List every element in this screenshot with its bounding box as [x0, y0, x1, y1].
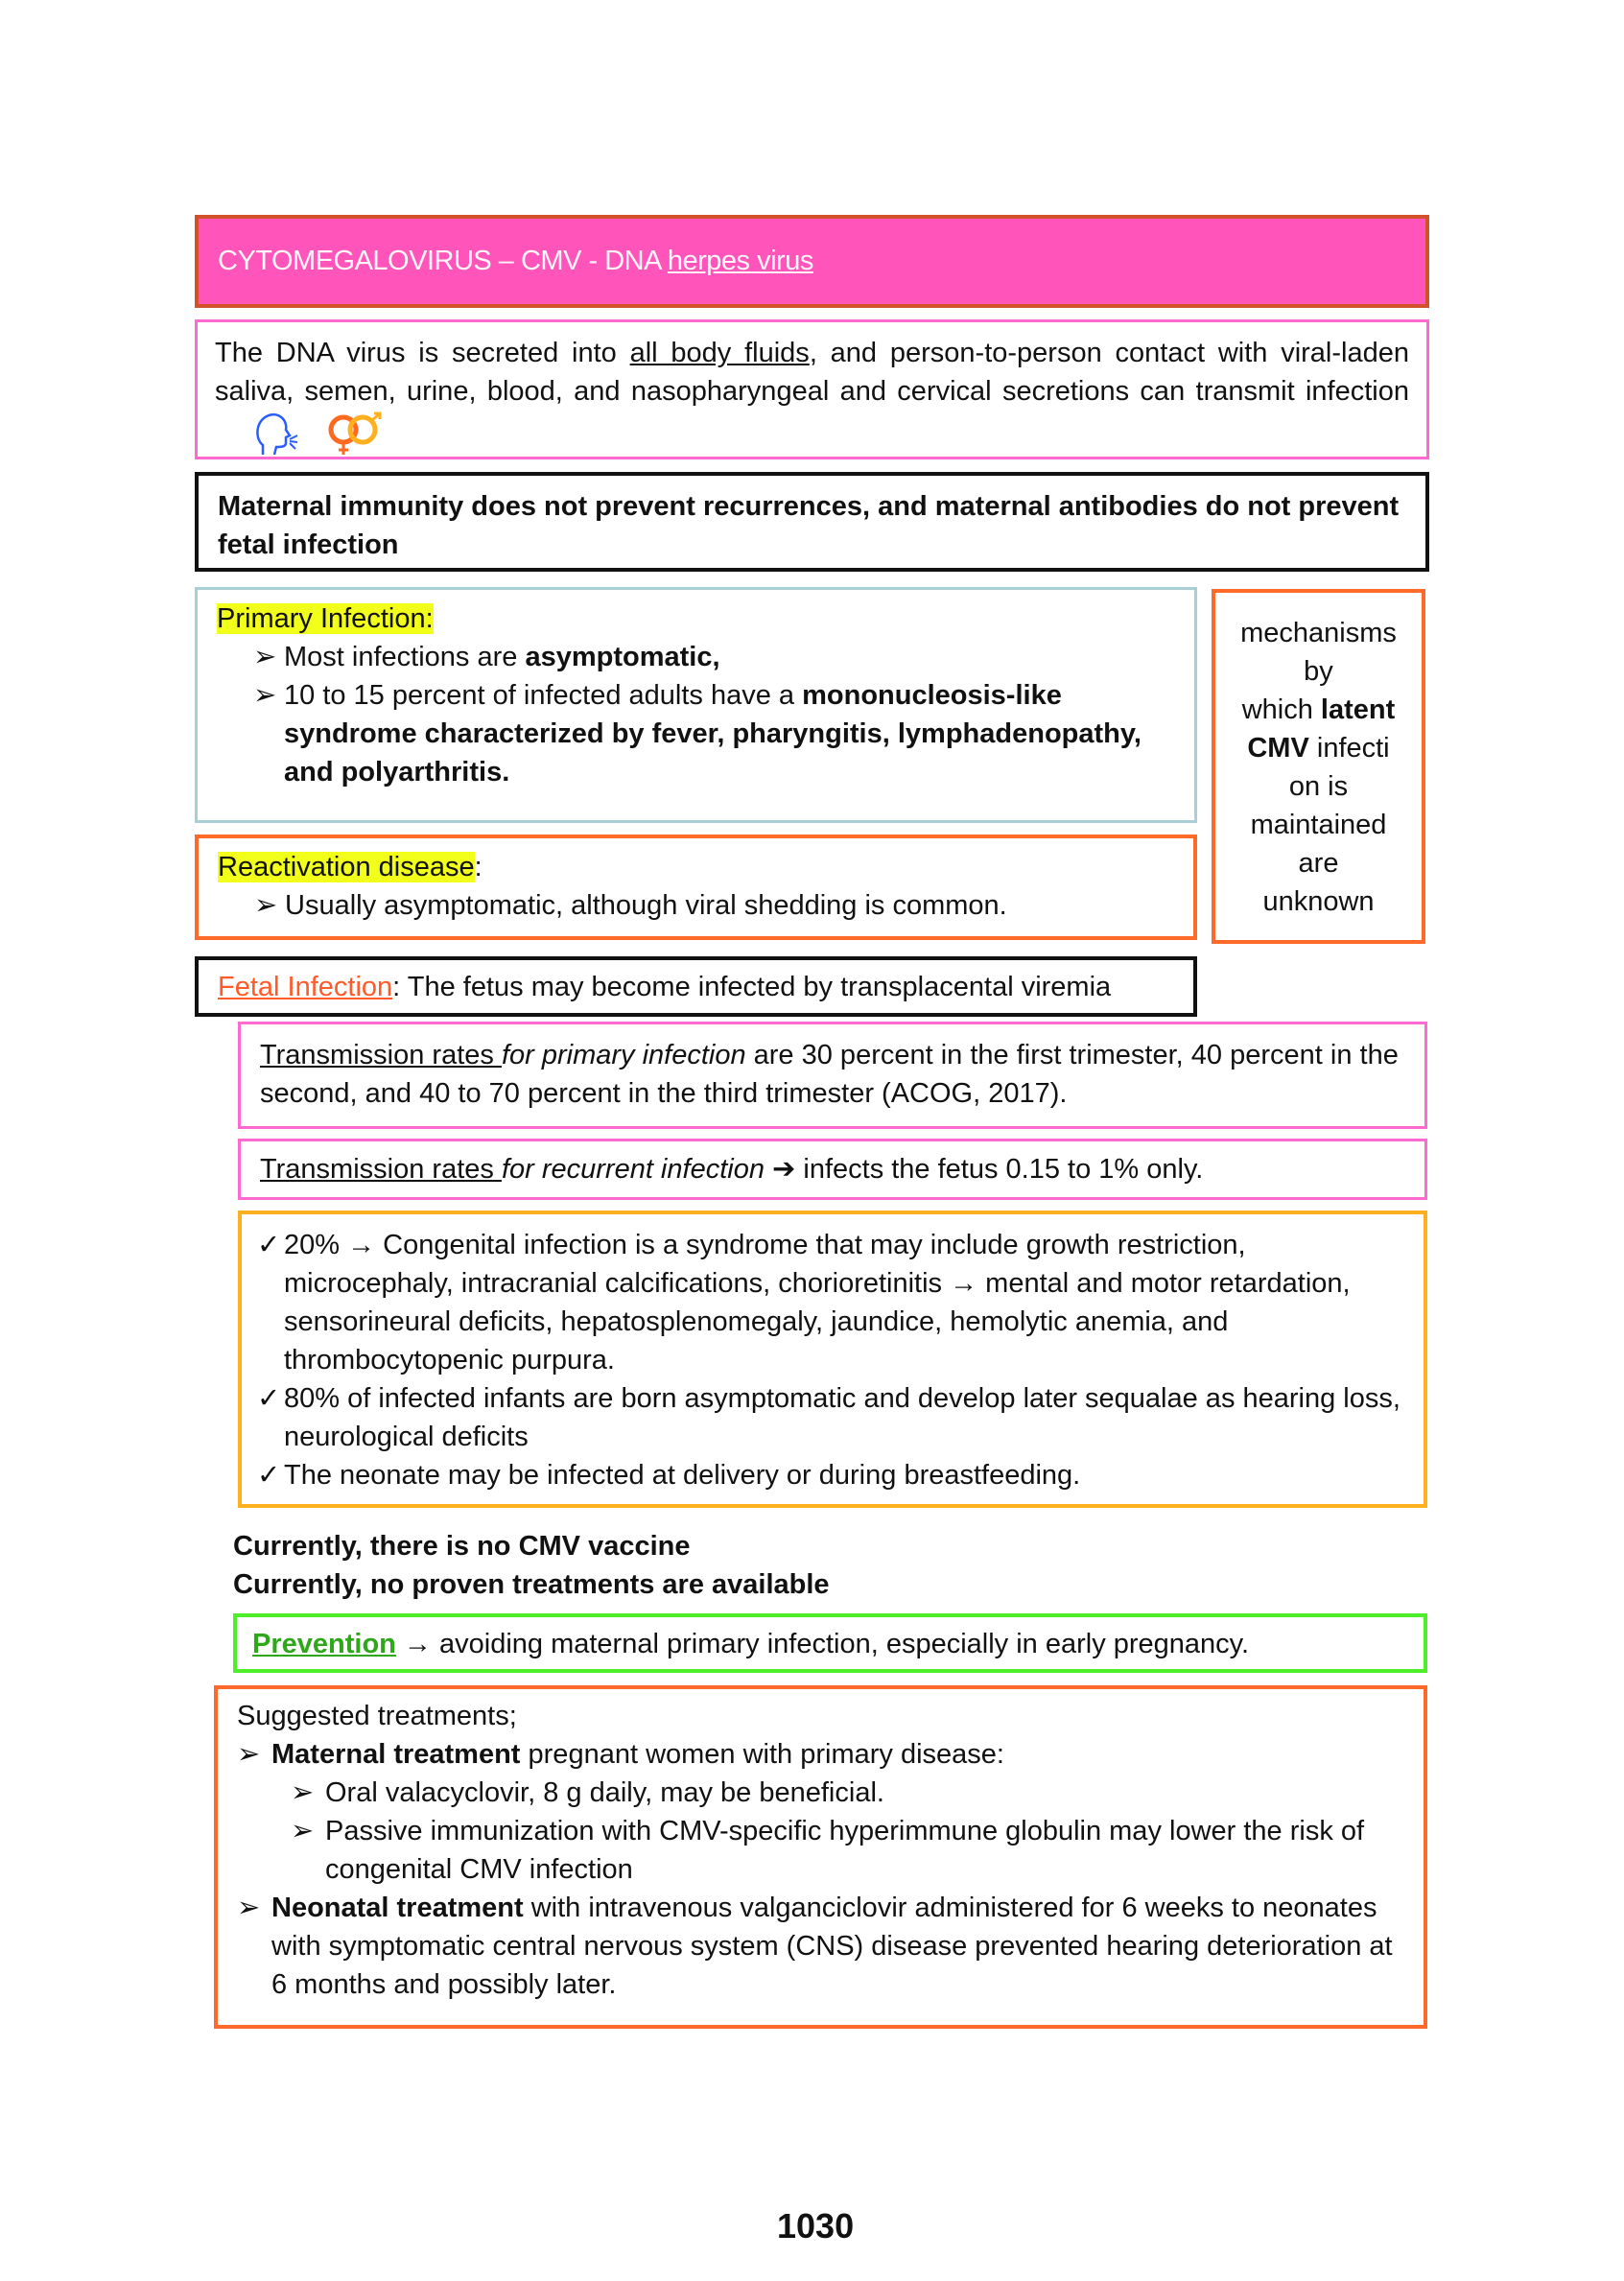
page-title: CYTOMEGALOVIRUS – CMV - DNA herpes virus [218, 246, 813, 276]
list-item: ✓ The neonate may be infected at delivery or during breastfeeding. [257, 1456, 1408, 1494]
congenital-outcomes-box [238, 1211, 1427, 1508]
gender-symbols-icon [324, 411, 384, 469]
title-banner [195, 215, 1429, 308]
fetal-infection-label: Fetal Infection [218, 972, 393, 1002]
intro-box: The DNA virus is secreted into all body fluids, and person-to-person contact with viral-laden saliva, semen, urine, blood, and nasopharyngeal and cervical secretions can transmit infection [195, 319, 1429, 459]
body-fluids-link: all body fluids [629, 338, 810, 368]
fetal-infection-box: Fetal Infection: The fetus may become infected by transplacental viremia [195, 956, 1197, 1017]
list-item: ➢ Most infections are asymptomatic, [217, 638, 1175, 676]
list-item: ➢ Passive immunization with CMV-specific hyperimmune globulin may lower the risk of congenital CMV infection [237, 1812, 1404, 1889]
vaccine-treatment-notes: Currently, there is no CMV vaccine Currently, no proven treatments are available [233, 1531, 830, 1600]
list-item: ➢ Usually asymptomatic, although viral shedding is common. [218, 886, 1174, 925]
reactivation-heading: Reactivation disease [218, 852, 475, 882]
reactivation-box: Reactivation disease: ➢ Usually asymptomatic, although viral shedding is common. [195, 835, 1197, 940]
page-number: 1030 [777, 2206, 855, 2246]
check-icon: ✓ [257, 1383, 281, 1414]
check-icon: ✓ [257, 1230, 281, 1260]
prevention-box: Prevention → avoiding maternal primary infection, especially in early pregnancy. [233, 1613, 1427, 1673]
list-item: ➢ Oral valacyclovir, 8 g daily, may be beneficial. [237, 1774, 1404, 1812]
list-item: ➢ Neonatal treatment with intravenous valganciclovir administered for 6 weeks to neonates with symptomatic central nervous system (CNS) disease prevented hearing deterioration at 6 months and possibly later. [237, 1889, 1404, 2004]
transmission-recurrent-box: Transmission rates for recurrent infection ➔ infects the fetus 0.15 to 1% only. [238, 1139, 1427, 1200]
arrow-bullet-icon: ➢ [291, 1777, 315, 1808]
check-icon: ✓ [257, 1460, 281, 1491]
arrow-bullet-icon: ➢ [291, 1816, 315, 1846]
primary-infection-box [195, 587, 1197, 823]
primary-infection-heading: Primary Infection: [217, 603, 434, 634]
title-underlined: herpes virus [667, 246, 813, 276]
arrow-bullet-icon: ➢ [237, 1893, 261, 1923]
immunity-note-box: Maternal immunity does not prevent recurrences, and maternal antibodies do not prevent fetal infection [195, 472, 1429, 572]
arrow-bullet-icon: ➢ [253, 680, 277, 711]
cough-person-icon [253, 411, 299, 469]
treatments-box: Suggested treatments; ➢ Maternal treatment pregnant women with primary disease: ➢ Oral valacyclovir, 8 g daily, may be beneficial. ➢ Passive immunization with CMV-specific hyperimmune globulin may lower the risk of congenital CMV infection ➢ Neonatal treatment with intravenous valganciclovir administered for 6 weeks to neonates with symptomatic central nervous system (CNS) disease prevented hearing deterioration at 6 months and possibly later. [214, 1685, 1427, 2029]
latent-mechanisms-note: mechanisms by which latent CMV infecti on is maintained are unknown [1212, 589, 1425, 944]
arrow-bullet-icon: ➢ [254, 890, 278, 921]
arrow-bullet-icon: ➢ [237, 1739, 261, 1770]
list-item: ✓ 80% of infected infants are born asymptomatic and develop later sequalae as hearing loss, neurological deficits [257, 1379, 1408, 1456]
arrow-right-icon: ➔ [764, 1154, 804, 1185]
list-item: ✓ 20% → Congenital infection is a syndrome that may include growth restriction, microcephaly, intracranial calcifications, chorioretinitis → mental and motor retardation, sensorineural deficits, hepatosplenomegaly, jaundice, hemolytic anemia, and thrombocytopenic purpura. [257, 1226, 1408, 1379]
list-item: ➢ Maternal treatment pregnant women with primary disease: [237, 1735, 1404, 1774]
transmission-primary-box: Transmission rates for primary infection are 30 percent in the first trimester, 40 percent in the second, and 40 to 70 percent in the third trimester (ACOG, 2017). [238, 1022, 1427, 1129]
arrow-bullet-icon: ➢ [253, 642, 277, 672]
list-item: ➢ 10 to 15 percent of infected adults have a mononucleosis-like syndrome characterized by fever, pharyngitis, lymphadenopathy, and polyarthritis. [217, 676, 1175, 791]
prevention-label: Prevention [252, 1629, 396, 1659]
